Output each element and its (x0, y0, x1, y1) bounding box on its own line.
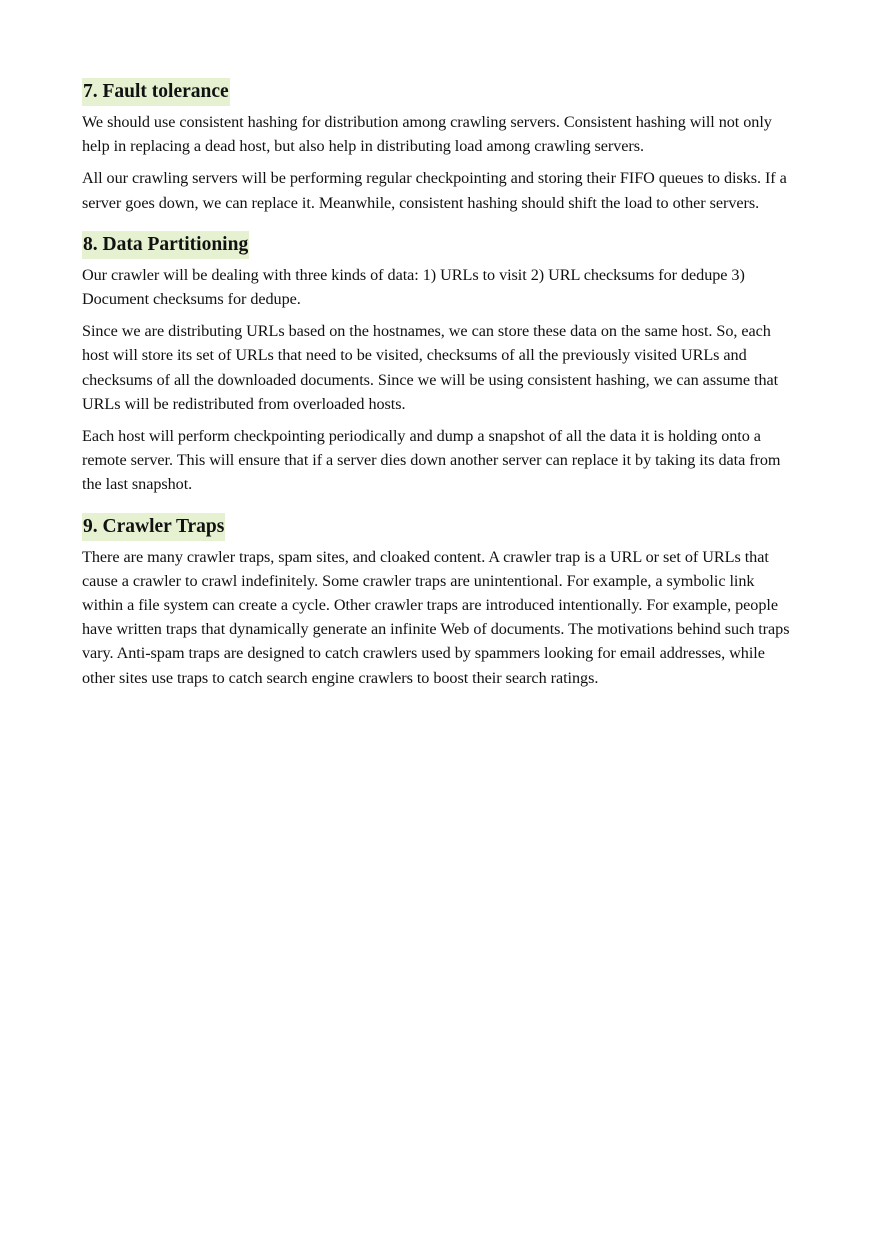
section-heading: 9. Crawler Traps (82, 513, 225, 541)
paragraph: All our crawling servers will be performing regular checkpointing and storing their FIFO queues to disks. If a server goes down, we can replace it. Meanwhile, consistent hashing should shift the load to other servers. (82, 169, 787, 212)
paragraph: Since we are distributing URLs based on the hostnames, we can store these data on the same host. So, each host will store its set of URLs that need to be visited, checksums of all the previously visited URLs and checksums of all the downloaded documents. Since we will be using consistent hashing, we can assume that URLs will be redistributed from overloaded hosts. (82, 322, 779, 413)
section-data-partitioning (82, 231, 798, 497)
paragraph: We should use consistent hashing for distribution among crawling servers. Consistent hashing will not only help in replacing a dead host, but also help in distributing load among crawling servers. (82, 113, 772, 156)
paragraph: Our crawler will be dealing with three kinds of data: 1) URLs to visit 2) URL checksums for dedupe 3) Document checksums for dedupe. (82, 265, 745, 309)
document-page (82, 78, 798, 706)
paragraph: Each host will perform checkpointing periodically and dump a snapshot of all the data it is holding onto a remote server. This will ensure that if a server dies down another server can replace it by taking its data from the last snapshot. (82, 427, 781, 494)
section-fault-tolerance (82, 78, 798, 215)
paragraph: There are many crawler traps, spam sites, and cloaked content. A crawler trap is a URL or set of URLs that cause a crawler to crawl indefinitely. Some crawler traps are unintentional. For example, a symbolic link within a file system can create a cycle. Other crawler traps are introduced intentionally. For example, people have written traps that dynamically generate an infinite Web of documents. The motivations behind such traps vary. Anti-spam traps are designed to catch crawlers used by spammers looking for email addresses, while other sites use traps to catch search engine crawlers to boost their search ratings. (82, 547, 790, 687)
section-heading: 7. Fault tolerance (82, 78, 230, 106)
section-heading: 8. Data Partitioning (82, 231, 249, 259)
section-crawler-traps (82, 513, 798, 690)
